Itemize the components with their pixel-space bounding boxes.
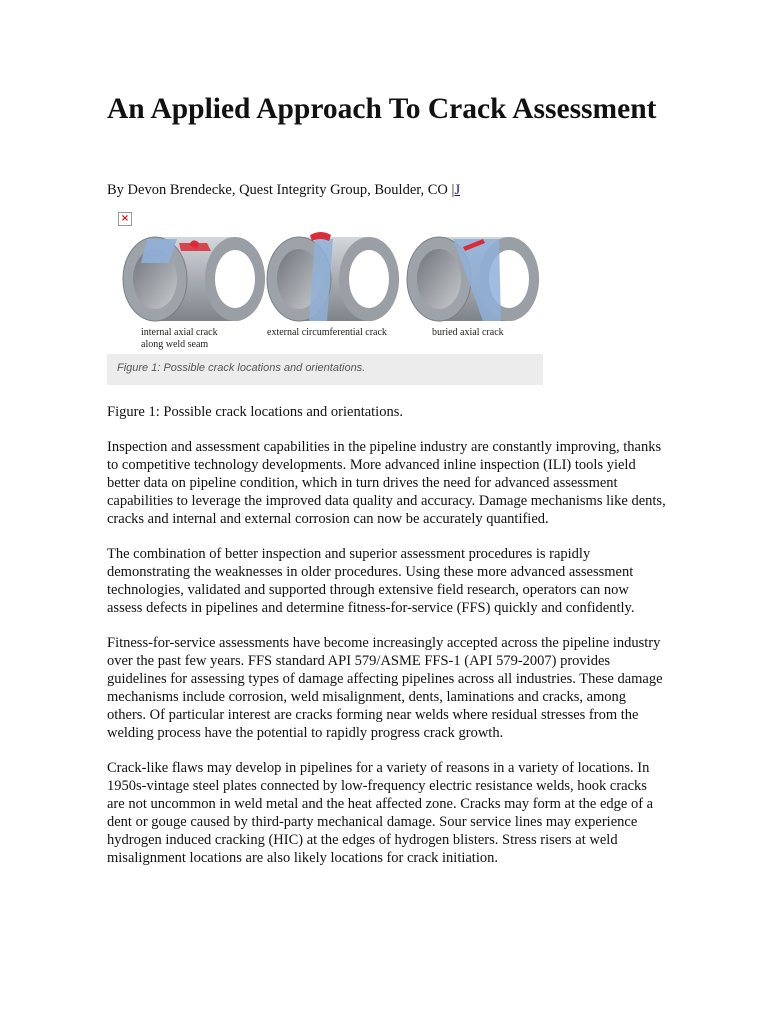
figure-embedded-caption-strip: [107, 354, 543, 385]
label-external-circumferential-crack: external circumferential crack: [267, 327, 387, 338]
broken-image-icon: ×: [118, 212, 132, 226]
article-title: An Applied Approach To Crack Assessment: [107, 93, 657, 125]
byline-text: By Devon Brendecke, Quest Integrity Group, Boulder, CO |: [107, 182, 455, 198]
label-buried-axial-crack: buried axial crack: [432, 327, 504, 338]
paragraph-3: Fitness-for-service assessments have become increasingly accepted across the pipeline industry over the past few years. FFS standard API 579/ASME FFS-1 (API 579-2007) provides guidelines for assessing types of damage affecting pipelines across all industries. These damage mechanisms include corrosion, weld misalignment, dents, laminations and cracks, among others. Of particular interest are cracks forming near welds where residual stresses from the welding process have the potential to rapidly progress crack growth.: [107, 635, 663, 741]
byline: [107, 181, 460, 199]
paragraph-4: Crack-like flaws may develop in pipelines for a variety of reasons in a variety of locations. In 1950s-vintage steel plates connected by low-frequency electric resistance welds, hook cracks are not uncommon in weld metal and the heat affected zone. Cracks may form at the edge of a dent or gouge caused by third-party mechanical damage. Sour service lines may experience hydrogen induced cracking (HIC) at the edges of hydrogen blisters. Stress risers at weld misalignment locations are also likely locations for crack initiation.: [107, 760, 654, 866]
label-internal-axial-crack: internal axial crack along weld seam: [141, 327, 218, 350]
paragraph-2: The combination of better inspection and superior assessment procedures is rapidly demonstrating the weaknesses in older procedures. Using these more advanced assessment technologies, validated and supported through extensive field research, operators can now assess defects in pipelines and determine fitness-for-service (FFS) quickly and confidently.: [107, 546, 635, 616]
figure-caption: Figure 1: Possible crack locations and orientations.: [107, 404, 403, 420]
pipe-internal-axial-crack: [123, 237, 265, 321]
pipe-external-circumferential-crack: [267, 232, 399, 321]
paragraph-1: Inspection and assessment capabilities in the pipeline industry are constantly improving, thanks to competitive technology developments. More advanced inline inspection (ILI) tools yield better data on pipeline condition, which in turn drives the need for advanced assessment capabilities to leverage the improved data quality and accuracy. Damage mechanisms like dents, cracks and internal and external corrosion can now be accurately quantified.: [107, 439, 666, 527]
pipe-buried-axial-crack: [407, 237, 539, 321]
figure-embedded-caption: Figure 1: Possible crack locations and orientations.: [117, 362, 366, 374]
figure-crack-locations: [107, 199, 543, 385]
article-body: [107, 403, 667, 884]
byline-link[interactable]: J: [454, 182, 461, 198]
